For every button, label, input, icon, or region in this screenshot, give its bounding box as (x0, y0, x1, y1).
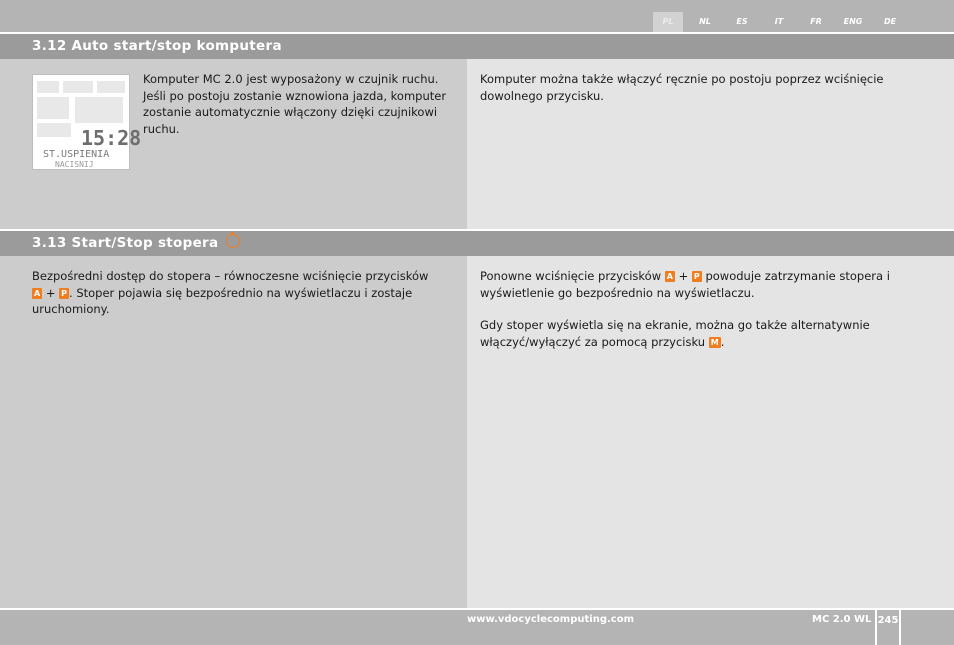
section-title: 3.13 Start/Stop stopera (32, 235, 219, 251)
button-p-icon: P (61, 288, 68, 298)
section-title: 3.12 Auto start/stop komputera (32, 38, 282, 54)
section-header-stopwatch (0, 231, 954, 256)
section2-right-text-2: Gdy stoper wyświetla się na ekranie, można go także alternatywnie włączyć/wyłączyć za pomocą przycisku M . (480, 318, 870, 349)
section2-left-text: Bezpośredni dostęp do stopera – równoczesne wciśnięcie przycisków A + P . Stoper pojawia się bezpośrednio na wyświetlaczu i zostaje uruchomiony. (32, 269, 429, 316)
svg-text:ST.USPIENIA: ST.USPIENIA (43, 149, 110, 160)
lang-tab-nl[interactable]: NL (699, 17, 711, 26)
footer-url-link[interactable]: www.vdocyclecomputing.com (467, 614, 635, 625)
lcd-screen-icon (33, 75, 142, 169)
section1-right-text: Komputer można także włączyć ręcznie po postoju poprzez wciśnięcie dowolnego przycisku. (480, 72, 884, 103)
stopwatch-icon (226, 234, 240, 248)
section2-right-text-1: Ponowne wciśnięcie przycisków A + P powoduje zatrzymanie stopera i wyświetlenie go bezpośrednio na wyświetlaczu. (480, 269, 890, 300)
footer-model-name: MC 2.0 WL (812, 614, 872, 625)
svg-text:NACISNIJ: NACISNIJ (55, 160, 94, 169)
button-a-icon: A (34, 288, 41, 298)
lang-tab-de[interactable]: DE (883, 17, 897, 26)
lang-tab-it[interactable]: IT (774, 17, 784, 26)
device-display-image (32, 74, 142, 170)
button-m-icon: M (710, 337, 719, 347)
section1-left-text: Komputer MC 2.0 jest wyposażony w czujnik ruchu. Jeśli po postoju zostanie wznowiona jazda, komputer zostanie automatycznie włączony dzięki czujnikowi ruchu. (143, 72, 447, 136)
lang-tab-es[interactable]: ES (736, 17, 748, 26)
button-p-icon: P (693, 272, 700, 281)
svg-text:15:28: 15:28 (81, 126, 142, 150)
section-header-auto-start (0, 34, 954, 59)
page-number: 245 (875, 610, 901, 645)
lang-tab-eng[interactable]: ENG (843, 17, 863, 26)
button-a-icon: A (666, 272, 673, 281)
section2-right-column (467, 256, 954, 608)
lang-tab-pl[interactable]: PL (653, 12, 683, 32)
lang-tab-fr[interactable]: FR (810, 17, 822, 26)
